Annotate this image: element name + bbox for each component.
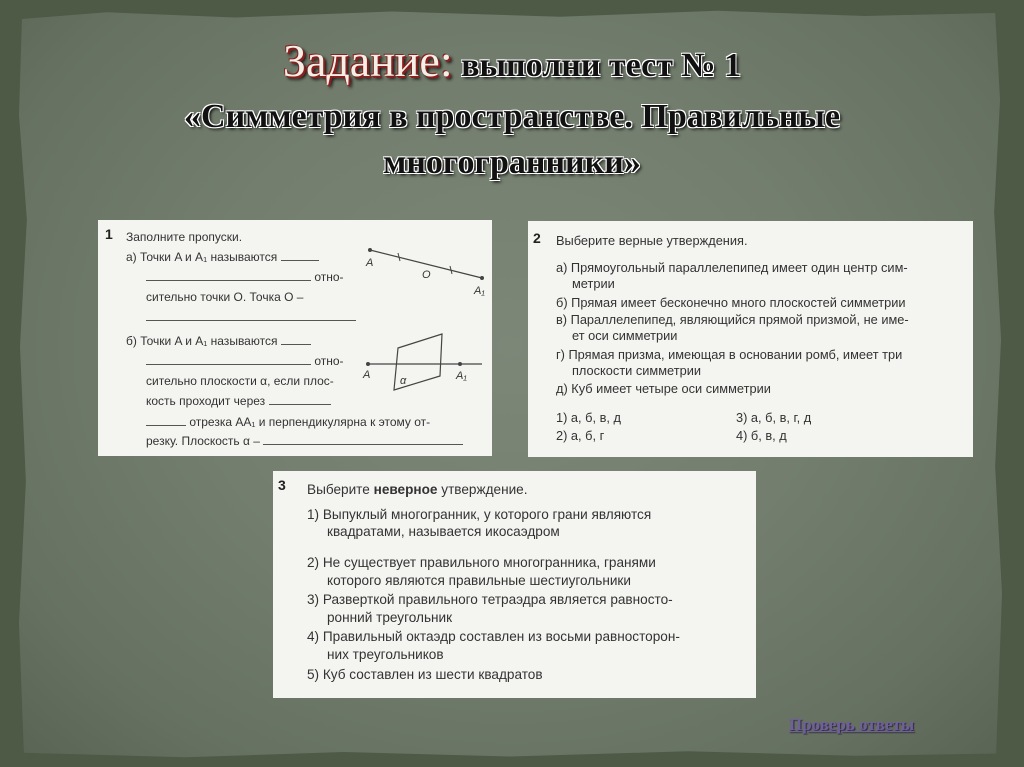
statement-line: метрии [572,276,615,291]
statement-line: д) Куб имеет четыре оси симметрии [556,381,771,396]
statement-line: ет оси симметрии [572,328,678,343]
task-line-text: резку. Плоскость α – [146,434,260,448]
statement-line: 5) Куб составлен из шести квадратов [307,667,543,682]
task-heading: Выберите верные утверждения. [556,233,748,248]
statement-line: 4) Правильный октаэдр составлен из восьми равносторон- [307,629,680,644]
fill-blank [146,280,311,281]
task-line-text: а) Точки A и A₁ называются [126,250,278,264]
statement-line: квадратами, называется икосаэдром [327,524,560,539]
task-line [126,334,311,348]
point-a1 [480,276,484,280]
task-line [146,415,430,429]
fill-blank [146,364,311,365]
task-line-text: отно- [314,270,344,284]
task-word: Задание: [282,35,453,86]
task-line [146,394,331,408]
label-a: A [363,369,371,381]
label-a1: A₁ [456,370,467,382]
heading-text: Выберите [307,482,374,497]
label-a: A [366,257,374,269]
task-number: 1 [105,226,113,242]
statement-line: 2) Не существует правильного многогранника, гранями [307,555,656,570]
symmetry-plane-figure [360,326,490,398]
fill-blank [146,320,356,321]
fill-blank [263,444,463,445]
task-heading: Заполните пропуски. [126,230,243,244]
check-answers-link[interactable]: Проверь ответы [789,715,915,734]
slide-title-line-2: «Симметрия в пространстве. Правильные [184,98,840,135]
task-line-text: б) Точки A и A₁ называются [126,334,278,348]
point-a1 [458,362,462,366]
heading-emphasis: неверное [373,482,438,497]
task-line [126,250,319,264]
task-line-text: отрезка AA₁ и перпендикулярна к этому от- [189,415,431,429]
task-line [146,270,344,284]
task-line [146,310,356,324]
label-alpha: α [400,375,407,387]
answer-option: 4) б, в, д [736,428,787,443]
statement-line: а) Прямоугольный параллелепипед имеет один центр сим- [556,260,908,275]
symmetry-point-figure [362,242,490,298]
task-line: сительно точки O. Точка O – [146,290,304,304]
fill-blank [281,260,319,261]
statement-line: которого являются правильные шестиугольники [327,573,631,588]
statement-line: плоскости симметрии [572,363,701,378]
fill-blank [269,404,331,405]
task-line [146,354,344,368]
title-rest: выполни тест № 1 [452,47,742,84]
answer-option: 3) а, б, в, г, д [736,410,812,425]
task-heading [307,482,528,497]
point-a [368,248,372,252]
statement-line: ронний треугольник [327,610,453,625]
label-o: O [422,269,431,281]
slide-title-line-1 [0,34,1024,87]
heading-text: утверждение. [437,482,528,497]
task-card-2 [528,221,973,457]
fill-blank [281,344,311,345]
task-line: сительно плоскости α, если плос- [146,374,334,388]
statement-line: г) Прямая призма, имеющая в основании ромб, имеет три [556,347,903,362]
task-card-1 [98,220,492,456]
statement-line: 3) Разверткой правильного тетраэдра является равносто- [307,592,673,607]
task-number: 2 [533,230,541,246]
label-a1: A₁ [474,285,485,297]
statement-line: 1) Выпуклый многогранник, у которого грани являются [307,507,652,522]
answer-option: 1) а, б, в, д [556,410,621,425]
fill-blank [146,425,186,426]
task-card-3 [273,471,756,698]
task-line-text: кость проходит через [146,394,266,408]
point-a [366,362,370,366]
slide-title-line-3: многогранники» [383,144,641,181]
statement-line: б) Прямая имеет бесконечно много плоскостей симметрии [556,295,906,310]
task-number: 3 [278,477,286,493]
answer-option: 2) а, б, г [556,428,605,443]
task-line [146,434,463,448]
task-line-text: отно- [314,354,344,368]
statement-line: в) Параллелепипед, являющийся прямой призмой, не име- [556,312,909,327]
statement-line: них треугольников [327,647,444,662]
